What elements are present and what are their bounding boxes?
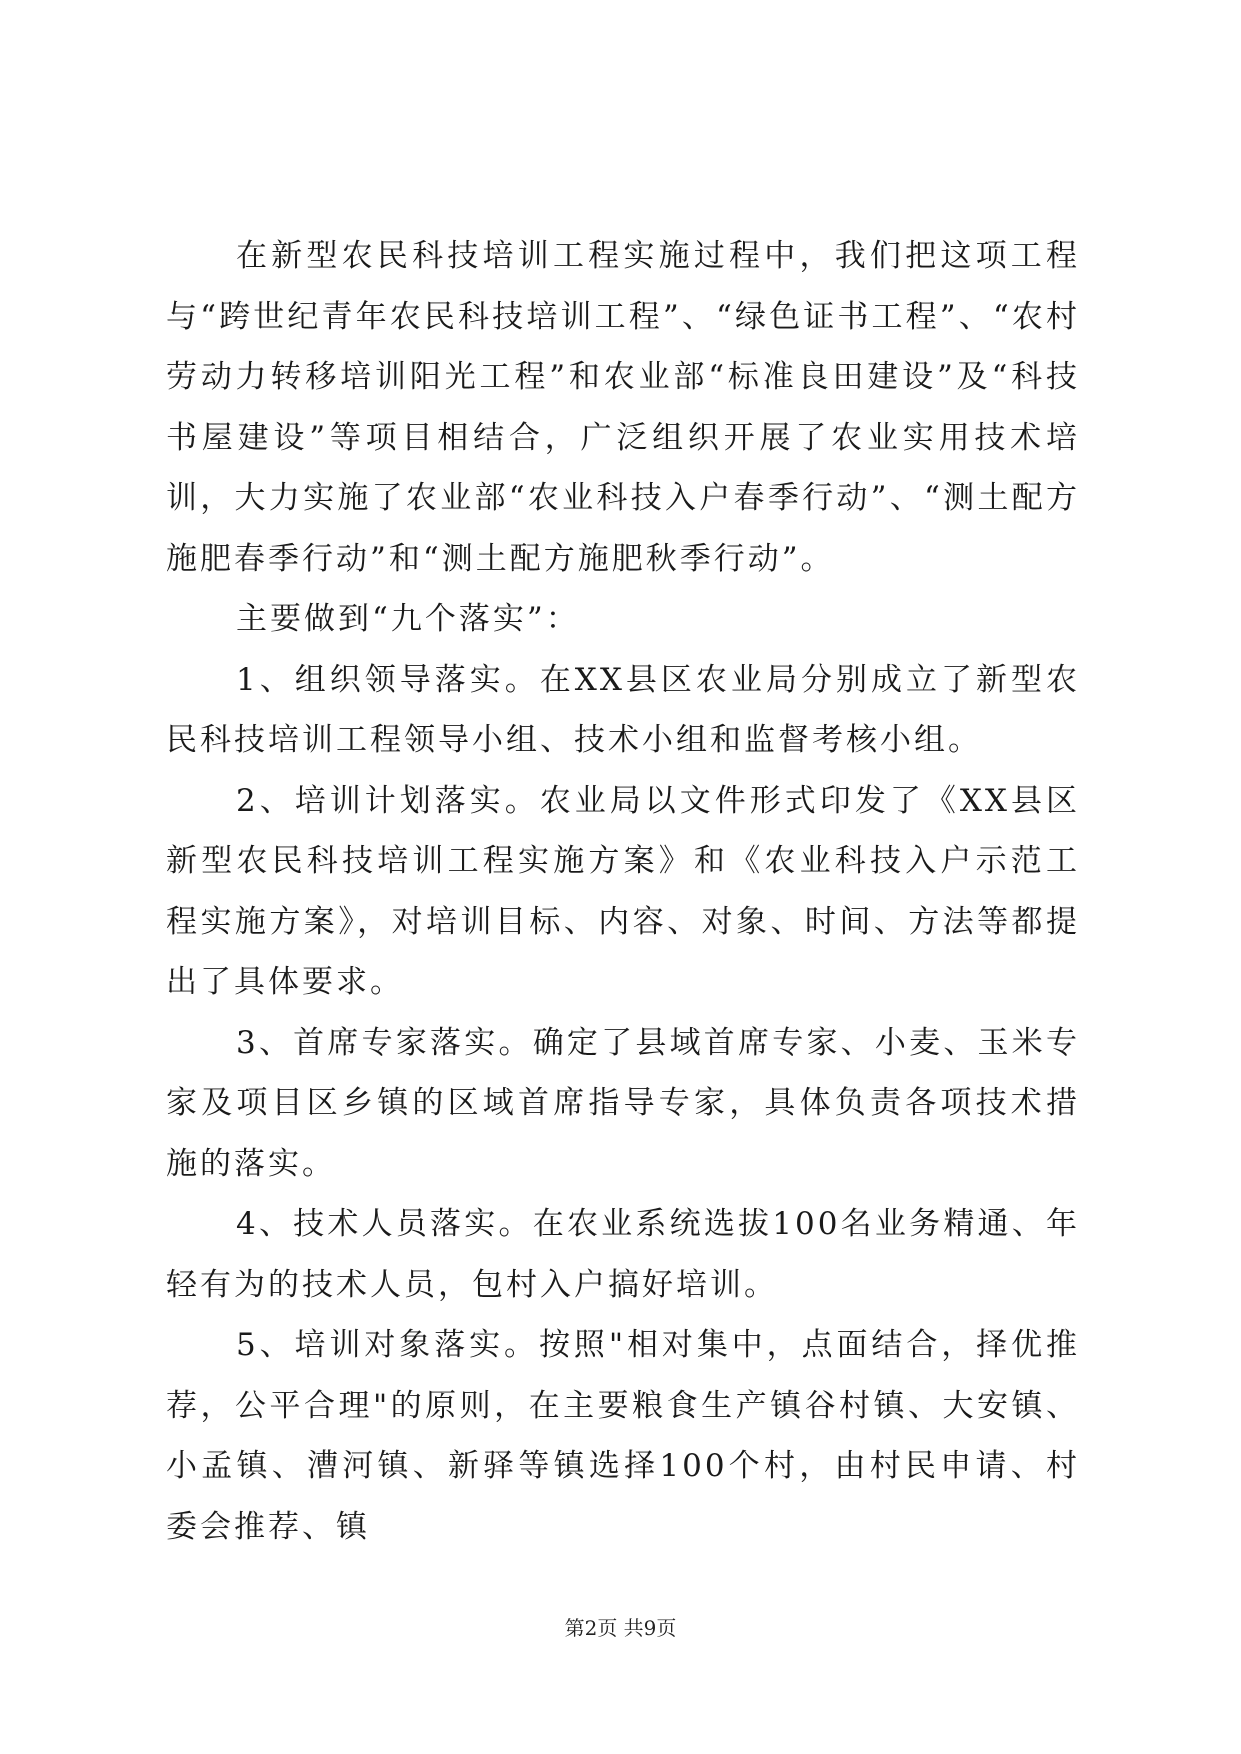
paragraph-item-3: 3、首席专家落实。确定了县域首席专家、小麦、玉米专家及项目区乡镇的区域首席指导专家，具体负责各项技术措施的落实。 — [166, 1024, 1080, 1182]
page-footer — [0, 1612, 1241, 1641]
document-body — [166, 226, 1080, 1557]
paragraph-item-4: 4、技术人员落实。在农业系统选拔100名业务精通、年轻有为的技术人员，包村入户搞好培训。 — [166, 1206, 1080, 1303]
page-number: 第2页 共9页 — [564, 1616, 677, 1640]
paragraph-item-2: 2、培训计划落实。农业局以文件形式印发了《XX县区新型农民科技培训工程实施方案》和《农业科技入户示范工程实施方案》，对培训目标、内容、对象、时间、方法等都提出了具体要求。 — [166, 782, 1080, 1000]
paragraph-item-1: 1、组织领导落实。在XX县区农业局分别成立了新型农民科技培训工程领导小组、技术小组和监督考核小组。 — [166, 661, 1080, 758]
paragraph-intro: 在新型农民科技培训工程实施过程中，我们把这项工程与“跨世纪青年农民科技培训工程”、“绿色证书工程”、“农村劳动力转移培训阳光工程”和农业部“标准良田建设”及“科技书屋建设”等项目相结合，广泛组织开展了农业实用技术培训，大力实施了农业部“农业科技入户春季行动”、“测土配方施肥春季行动”和“测土配方施肥秋季行动”。 — [166, 238, 1080, 577]
paragraph-item-5: 5、培训对象落实。按照"相对集中，点面结合，择优推荐，公平合理"的原则，在主要粮食生产镇谷村镇、大安镇、小孟镇、漕河镇、新驿等镇选择100个村，由村民申请、村委会推荐、镇 — [166, 1327, 1080, 1545]
paragraph-nine-implementations: 主要做到“九个落实”： — [236, 601, 580, 637]
